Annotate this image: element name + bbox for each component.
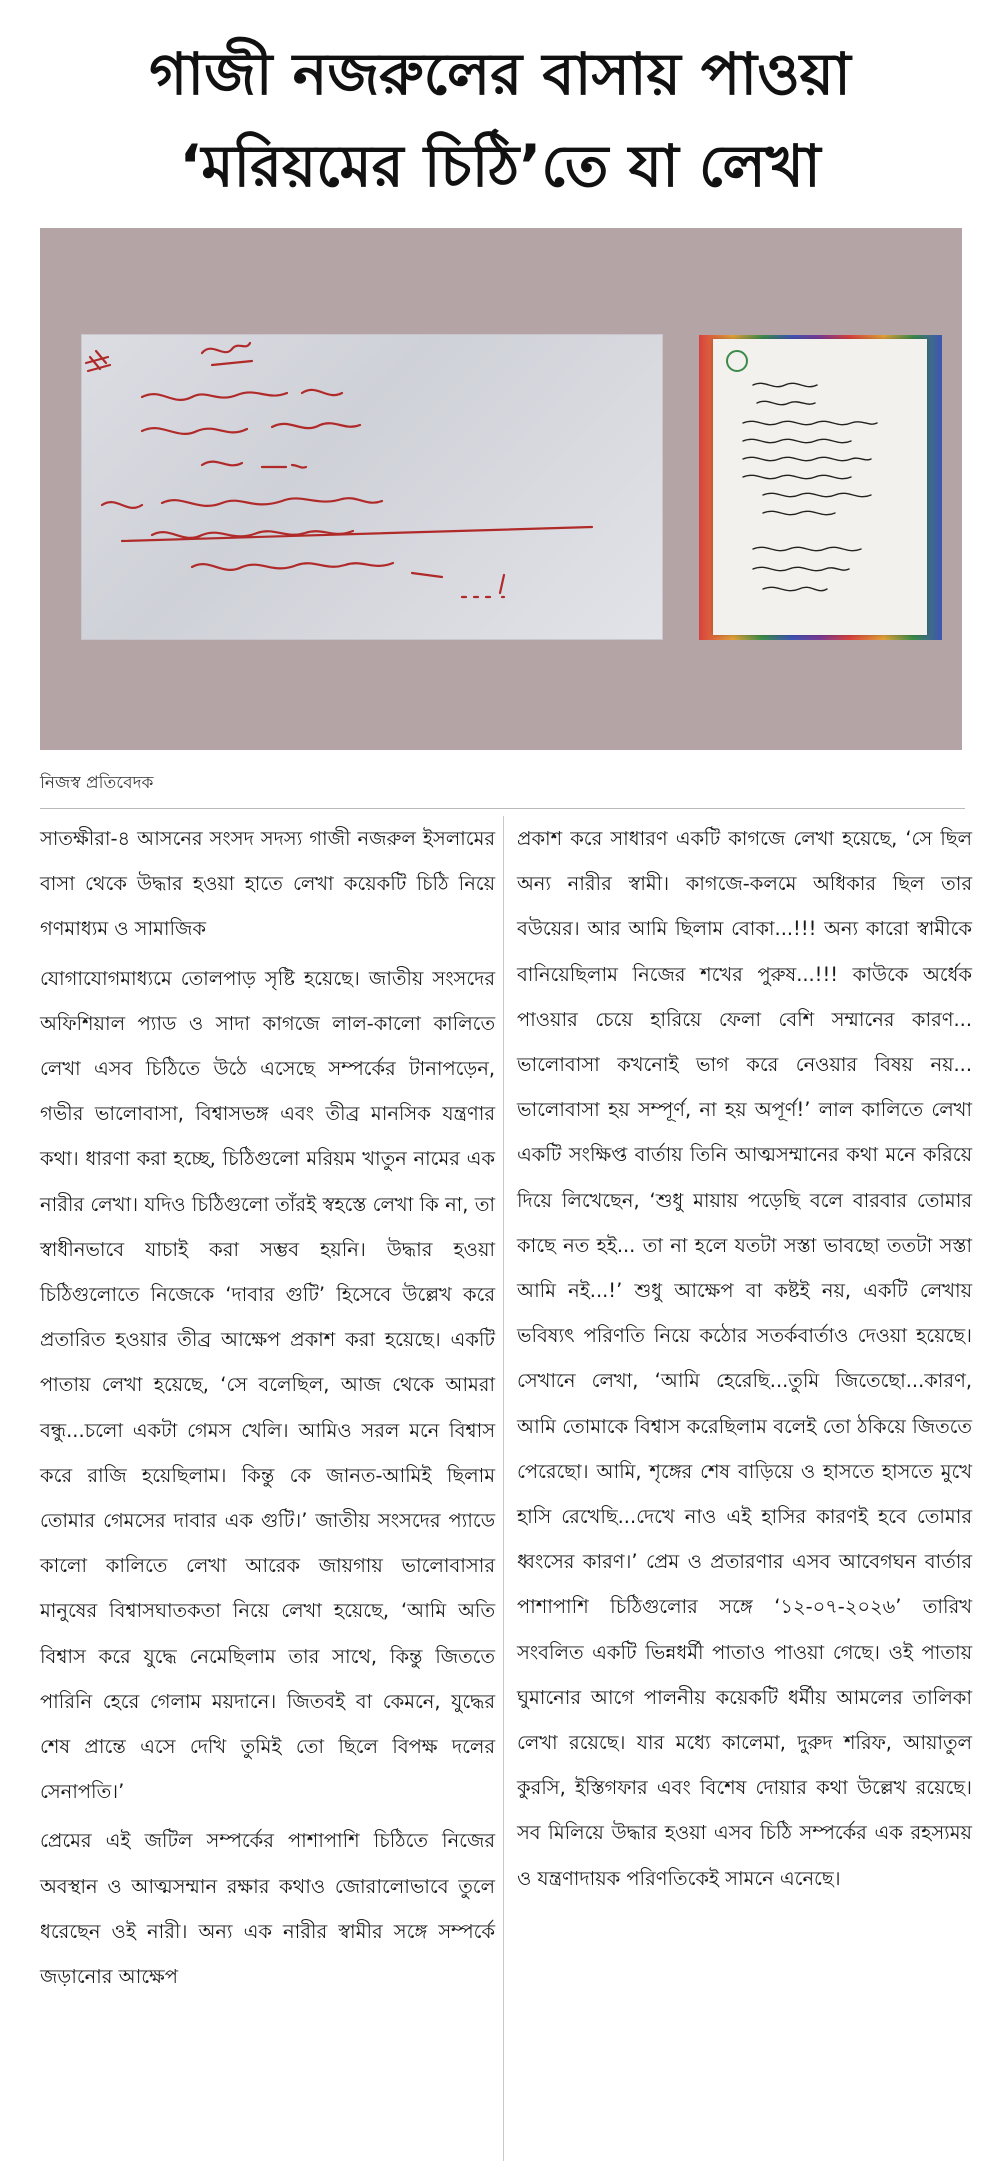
handwritten-letter-parliament-pad: [699, 335, 942, 640]
article-paragraph: সাতক্ষীরা-৪ আসনের সংসদ সদস্য গাজী নজরুল ইসলামের বাসা থেকে উদ্ধার হওয়া হাতে লেখা কয়েকটি চিঠি নিয়ে গণমাধ্যম ও সামাজিক: [40, 827, 495, 941]
headline-line-1: গাজী নজরুলের বাসায় পাওয়া: [149, 40, 851, 108]
article-paragraph: প্রেমের এই জটিল সম্পর্কের পাশাপাশি চিঠিতে নিজের অবস্থান ও আত্মসম্মান রক্ষার কথাও জোরালোভাবে তুলে ধরেছেন ওই নারী। অন্য এক নারীর স্বামীর সঙ্গে সম্পর্কে জড়ানোর আক্ষেপ: [40, 1829, 495, 1989]
byline: নিজস্ব প্রতিবেদক: [40, 773, 154, 793]
article-column-right: [517, 816, 972, 1905]
handwriting-scribble: [82, 335, 662, 639]
letter-paper: [713, 339, 927, 635]
headline: [0, 28, 1000, 212]
article-paragraph: যোগাযোগমাধ্যমে তোলপাড় সৃষ্টি হয়েছে। জাতীয় সংসদের অফিশিয়াল প্যাড ও সাদা কাগজে লাল-কালো কালিতে লেখা এসব চিঠিতে উঠে এসেছে সম্পর্কের টানাপড়েন, গভীর ভালোবাসা, বিশ্বাসভঙ্গ এবং তীব্র মানসিক যন্ত্রণার কথা। ধারণা করা হচ্ছে, চিঠিগুলো মরিয়ম খাতুন নামের এক নারীর লেখা। যদিও চিঠিগুলো তাঁরই স্বহস্তে লেখা কি না, তা স্বাধীনভাবে যাচাই করা সম্ভব হয়নি। উদ্ধার হওয়া চিঠিগুলোতে নিজেকে ‘দাবার গুটি’ হিসেবে উল্লেখ করে প্রতারিত হওয়ার তীব্র আক্ষেপ প্রকাশ করা হয়েছে। একটি পাতায় লেখা হয়েছে, ‘সে বলেছিল, আজ থেকে আমরা বন্ধু...চলো একটা গেমস খেলি। আমিও সরল মনে বিশ্বাস করে রাজি হয়েছিলাম। কিন্তু কে জানত-আমিই ছিলাম তোমার গেমসের দাবার এক গুটি।’ জাতীয় সংসদের প্যাডে কালো কালিতে লেখা আরেক জায়গায় ভালোবাসার মানুষের বিশ্বাসঘাতকতা নিয়ে লেখা হয়েছে, ‘আমি অতি বিশ্বাস করে যুদ্ধে নেমেছিলাম তার সাথে, কিন্তু জিততে পারিনি হেরে গেলাম ময়দানে। জিতবই বা কেমনে, যুদ্ধের শেষ প্রান্তে এসে দেখি তুমিই তো ছিলে বিপক্ষ দলের সেনাপতি।’: [40, 966, 495, 1804]
letter-scribble: [713, 339, 927, 635]
divider: [40, 808, 965, 809]
letters-photo: [40, 228, 962, 750]
column-divider: [503, 816, 504, 2161]
handwritten-note-red-ink: [82, 335, 662, 639]
article-paragraph: প্রকাশ করে সাধারণ একটি কাগজে লেখা হয়েছে, ‘সে ছিল অন্য নারীর স্বামী। কাগজে-কলমে অধিকার ছিল তার বউয়ের। আর আমি ছিলাম বোকা...!!! অন্য কারো স্বামীকে বানিয়েছিলাম নিজের শখের পুরুষ...!!! কাউকে অর্ধেক পাওয়ার চেয়ে হারিয়ে ফেলা বেশি সম্মানের কারণ... ভালোবাসা কখনোই ভাগ করে নেওয়ার বিষয় নয়... ভালোবাসা হয় সম্পূর্ণ, না হয় অপূর্ণ!’ লাল কালিতে লেখা একটি সংক্ষিপ্ত বার্তায় তিনি আত্মসম্মানের কথা মনে করিয়ে দিয়ে লিখেছেন, ‘শুধু মায়ায় পড়েছি বলে বারবার তোমার কাছে নত হই... তা না হলে যতটা সস্তা ভাবছো ততটা সস্তা আমি নই...!’ শুধু আক্ষেপ বা কষ্টই নয়, একটি লেখায় ভবিষ্যৎ পরিণতি নিয়ে কঠোর সতর্কবার্তাও দেওয়া হয়েছে। সেখানে লেখা, ‘আমি হেরেছি...তুমি জিতেছো...কারণ, আমি তোমাকে বিশ্বাস করেছিলাম বলেই তো ঠকিয়ে জিততে পেরেছো। আমি, শৃঙ্গের শেষ বাড়িয়ে ও হাসতে হাসতে মুখে হাসি রেখেছি...দেখে নাও এই হাসির কারণই হবে তোমার ধ্বংসের কারণ।’ প্রেম ও প্রতারণার এসব আবেগঘন বার্তার পাশাপাশি চিঠিগুলোর সঙ্গে ‘১২-০৭-২০২৬’ তারিখ সংবলিত একটি ভিন্নধর্মী পাতাও পাওয়া গেছে। ওই পাতায় ঘুমানোর আগে পালনীয় কয়েকটি ধর্মীয় আমলের তালিকা লেখা রয়েছে। যার মধ্যে কালেমা, দুরুদ শরিফ, আয়াতুল কুরসি, ইস্তিগফার এবং বিশেষ দোয়ার কথা উল্লেখ রয়েছে। সব মিলিয়ে উদ্ধার হওয়া এসব চিঠি সম্পর্কের এক রহস্যময় ও যন্ত্রণাদায়ক পরিণতিকেই সামনে এনেছে।: [517, 827, 972, 1890]
headline-line-2: ‘মরিয়মের চিঠি’তে যা লেখা: [179, 132, 821, 200]
parliament-seal-icon: [727, 351, 747, 371]
article-column-left: [40, 816, 495, 2003]
